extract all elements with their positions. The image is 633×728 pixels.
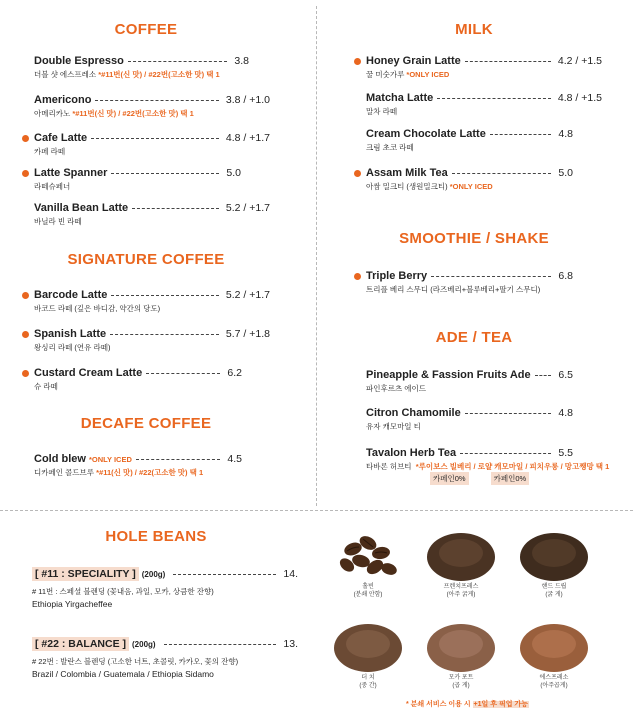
menu-item-citron-chamomile: Citron Chamomile 4.8 유자 캐모마일 티 [366,407,573,431]
grind-espresso: 에스프레소 (아주곱게) [509,616,599,690]
grind-service-note: * 분쇄 서비스 이용 시 +1일 후 픽업 가능 [406,701,528,708]
caffeine-badges [430,472,529,485]
menu-item-honey-grain-latte: Honey Grain Latte 4.2 / +1.5 꿀 미숫가루 *ONLY ICED [366,54,602,80]
caffeine-badge: 카페인0% [491,472,530,485]
menu-item-triple-berry: Triple Berry 6.8 트리플 베리 스무디 (라즈베리+블루베리+딸기 스무디) [366,269,573,295]
section-title-beans: HOLE BEANS [105,528,207,545]
bean-item-balance: [ #22 : BALANCE ] (200g) 13. # 22번 : 발란스 블렌딩 (고소한 너트, 초콜릿, 카카오, 꽃의 잔향) Brazil / Colombia / Guatemala / Ethiopia Sidamo [32,638,298,679]
menu-item-cold-blew: Cold blew *ONLY ICED 4.5 디카페인 콜드브루 *#11(신 맛) / #22(고소한 맛) 택 1 [34,453,242,477]
grind-moka-pot: 모카 포트 (곱 게) [416,616,506,690]
grind-french-press: 프렌치프레스 (아주 굵게) [416,525,506,599]
grounds-image [323,616,413,674]
recommended-dot-icon [22,170,29,177]
section-title-smoothie: SMOOTHIE / SHAKE [399,230,549,247]
menu-item-matcha-latte: Matcha Latte 4.8 / +1.5 말차 라떼 [366,92,602,116]
menu-item-americono: Americono 3.8 / +1.0 아메리카노 *#11번(신 맛) / #22번(고소한 맛) 택 1 [34,94,270,118]
menu-item-cream-chocolate-latte: Cream Chocolate Latte 4.8 크림 초코 라떼 [366,128,573,152]
recommended-dot-icon [22,331,29,338]
whole-beans-image [323,525,413,583]
menu-item-double-espresso: Double Espresso 3.8 더블 샷 에스프레소 *#11번(신 맛) / #22번(고소한 맛) 택 1 [34,55,249,79]
section-title-ade: ADE / TEA [435,329,513,346]
menu-item-custard-cream-latte: Custard Cream Latte 6.2 슈 라떼 [34,366,242,392]
recommended-dot-icon [22,292,29,299]
recommended-dot-icon [354,170,361,177]
grounds-image [509,525,599,583]
horizontal-divider [0,510,633,511]
caffeine-badge: 카페인0% [430,472,469,485]
grounds-image [416,525,506,583]
section-title-decafe: DECAFE COFFEE [80,415,212,432]
grind-dutch: 더 치 (중 간) [323,616,413,690]
menu-item-cafe-latte: Cafe Latte 4.8 / +1.7 카페 라떼 [34,131,270,157]
recommended-dot-icon [354,58,361,65]
vertical-divider [316,6,317,506]
menu-item-barcode-latte: Barcode Latte 5.2 / +1.7 바코드 라떼 (깊은 바디감, 약간의 당도) [34,288,270,314]
section-title-signature: SIGNATURE COFFEE [67,251,225,268]
section-title-milk: MILK [455,21,493,38]
recommended-dot-icon [22,135,29,142]
menu-item-assam-milk-tea: Assam Milk Tea 5.0 아쌈 밀크티 (생원밀크티) *ONLY ICED [366,166,573,192]
grind-hand-drip: 핸드 드립 (굵 게) [509,525,599,599]
recommended-dot-icon [354,273,361,280]
grind-whole-bean: 홀빈 (분쇄 안함) [323,525,413,599]
menu-item-pineapple-ade: Pineapple & Fassion Fruits Ade 6.5 파인후르츠 에이드 [366,369,573,393]
menu-item-latte-spanner: Latte Spanner 5.0 라떼슈페너 [34,166,241,192]
menu-item-vanilla-bean-latte: Vanilla Bean Latte 5.2 / +1.7 바닐라 빈 라떼 [34,202,270,226]
menu-item-spanish-latte: Spanish Latte 5.7 / +1.8 왕싱리 라떼 (연유 라떼) [34,327,270,353]
grounds-image [416,616,506,674]
recommended-dot-icon [22,370,29,377]
grounds-image [509,616,599,674]
menu-item-tavalon-herb-tea: Tavalon Herb Tea 5.5 타바론 허브티 *루이보스 빌베리 / 로얄 캐모마일 / 피치우롱 / 망고쨍망 택 1 [366,447,610,471]
section-title-coffee: COFFEE [114,21,178,38]
bean-item-speciality: [ #11 : SPECIALITY ] (200g) 14. # 11번 : 스페셜 블렌딩 (꽃내음, 과일, 모카, 상큼한 잔향) Ethiopia Yirgacheffee [32,568,298,609]
